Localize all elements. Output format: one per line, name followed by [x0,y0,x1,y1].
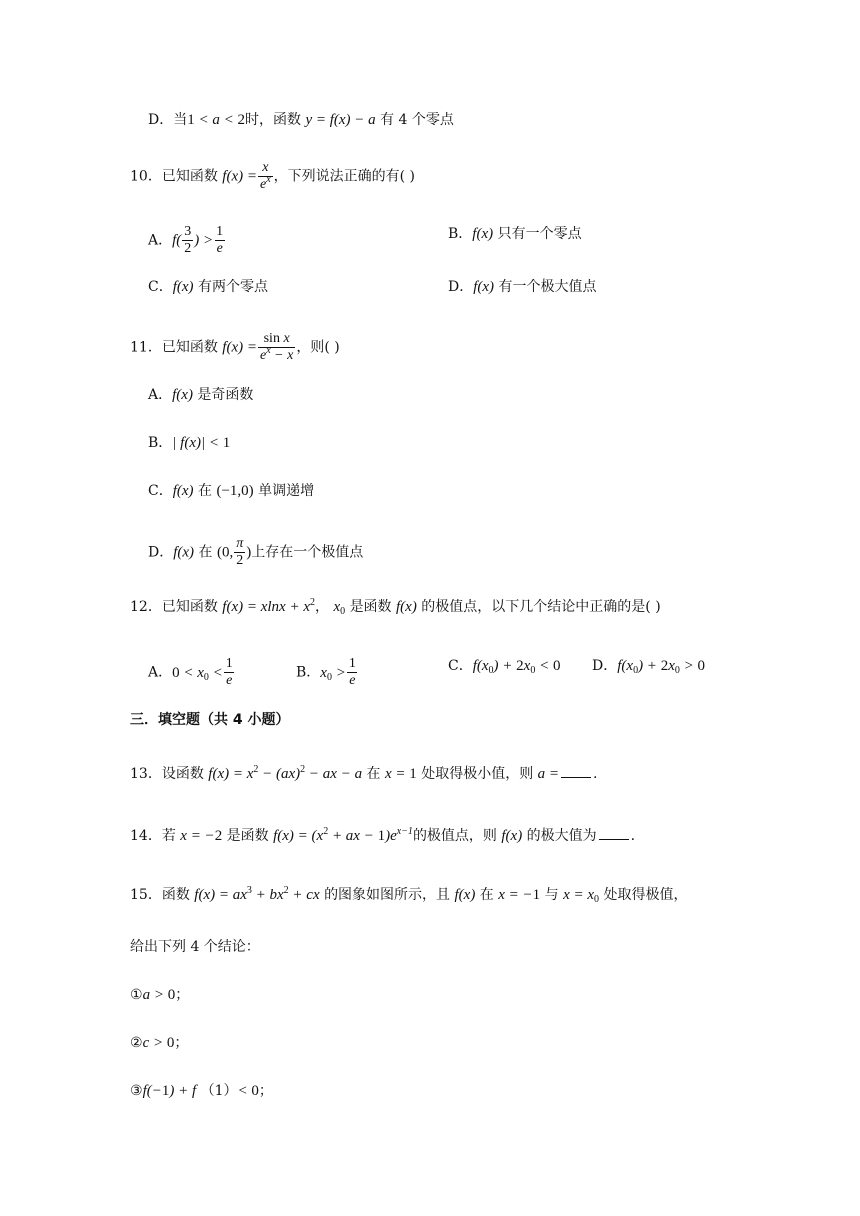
q15-conclusion-3: ③f(−1) + f （1）< 0； [130,1083,273,1099]
q12-option-a: A．$0 < x_0$ < $\frac{1}{e}$ [148,656,233,688]
q12-option-d: D．$f(x_0) + 2x_0 > 0$ [592,658,705,676]
q12-option-b: B．$x_0$ > $\frac{1}{e}$ [296,656,356,688]
answer-blank[interactable] [561,763,591,778]
answer-blank[interactable] [599,825,629,840]
q11-option-c: C．f(x) 在 (−1,0) 单调递增 [148,483,315,499]
q10-option-c: C．f(x) 有两个零点 [148,279,268,295]
q12-stem: 12．已知函数 $f(x) = xlnx + x^2$， $x_0$ 是函数 f(x) 的极值点，以下几个结论中正确的是( ) [130,597,661,617]
section-title: 三．填空题（共 4 小题） [130,712,290,728]
q10-option-a: A．f( $\frac{3}{2}$ ) > $\frac{1}{e}$ [148,224,224,256]
q11-option-a: A．f(x) 是奇函数 [148,387,254,403]
q11-option-b: B．| f(x)| < 1 [148,435,231,451]
q10-option-b: B．f(x) 只有一个零点 [448,226,582,242]
q11-option-d: D．f(x) 在 (0, $\frac{\pi}{2}$ )上存在一个极值点 [148,536,364,568]
q15-conclusion-1: ①a > 0； [130,987,190,1003]
q15-stem: 15．函数 $f(x) = ax^3 + bx^2$ + cx 的图象如图所示，且 f(x) 在 x = −1 与 $x = x_0$ 处取得极值， [130,885,688,905]
q11-stem: 11．已知函数 f(x) = $\frac{\text{sin x}}{e^x - x}$ ，则( ) [130,331,340,363]
q12-option-c: C．$f(x_0) + 2x_0 < 0$ [448,658,561,676]
q15-line2: 给出下列 4 个结论： [130,939,260,955]
q10-stem: 10．已知函数 f(x) = $\frac{x}{e^x}$ ，下列说法正确的有( ) [130,160,416,192]
q13: 13．设函数 $f(x) = x^2 - (ax)^2$ − ax − a 在 x = 1 处取得极小值，则 a = . [130,764,598,782]
q10-option-d: D．f(x) 有一个极大值点 [448,279,597,295]
q9-option-d: D．当1 < a < 2时，函数 y = f(x) − a 有 4 个零点 [148,112,454,128]
q14: 14．若 x = −2 是函数 $f(x) = (x^2$ + ax − $1)e^{x-1}$的极值点，则 f(x) 的极大值为 . [130,826,636,844]
q15-conclusion-2: ②c > 0； [130,1035,189,1051]
